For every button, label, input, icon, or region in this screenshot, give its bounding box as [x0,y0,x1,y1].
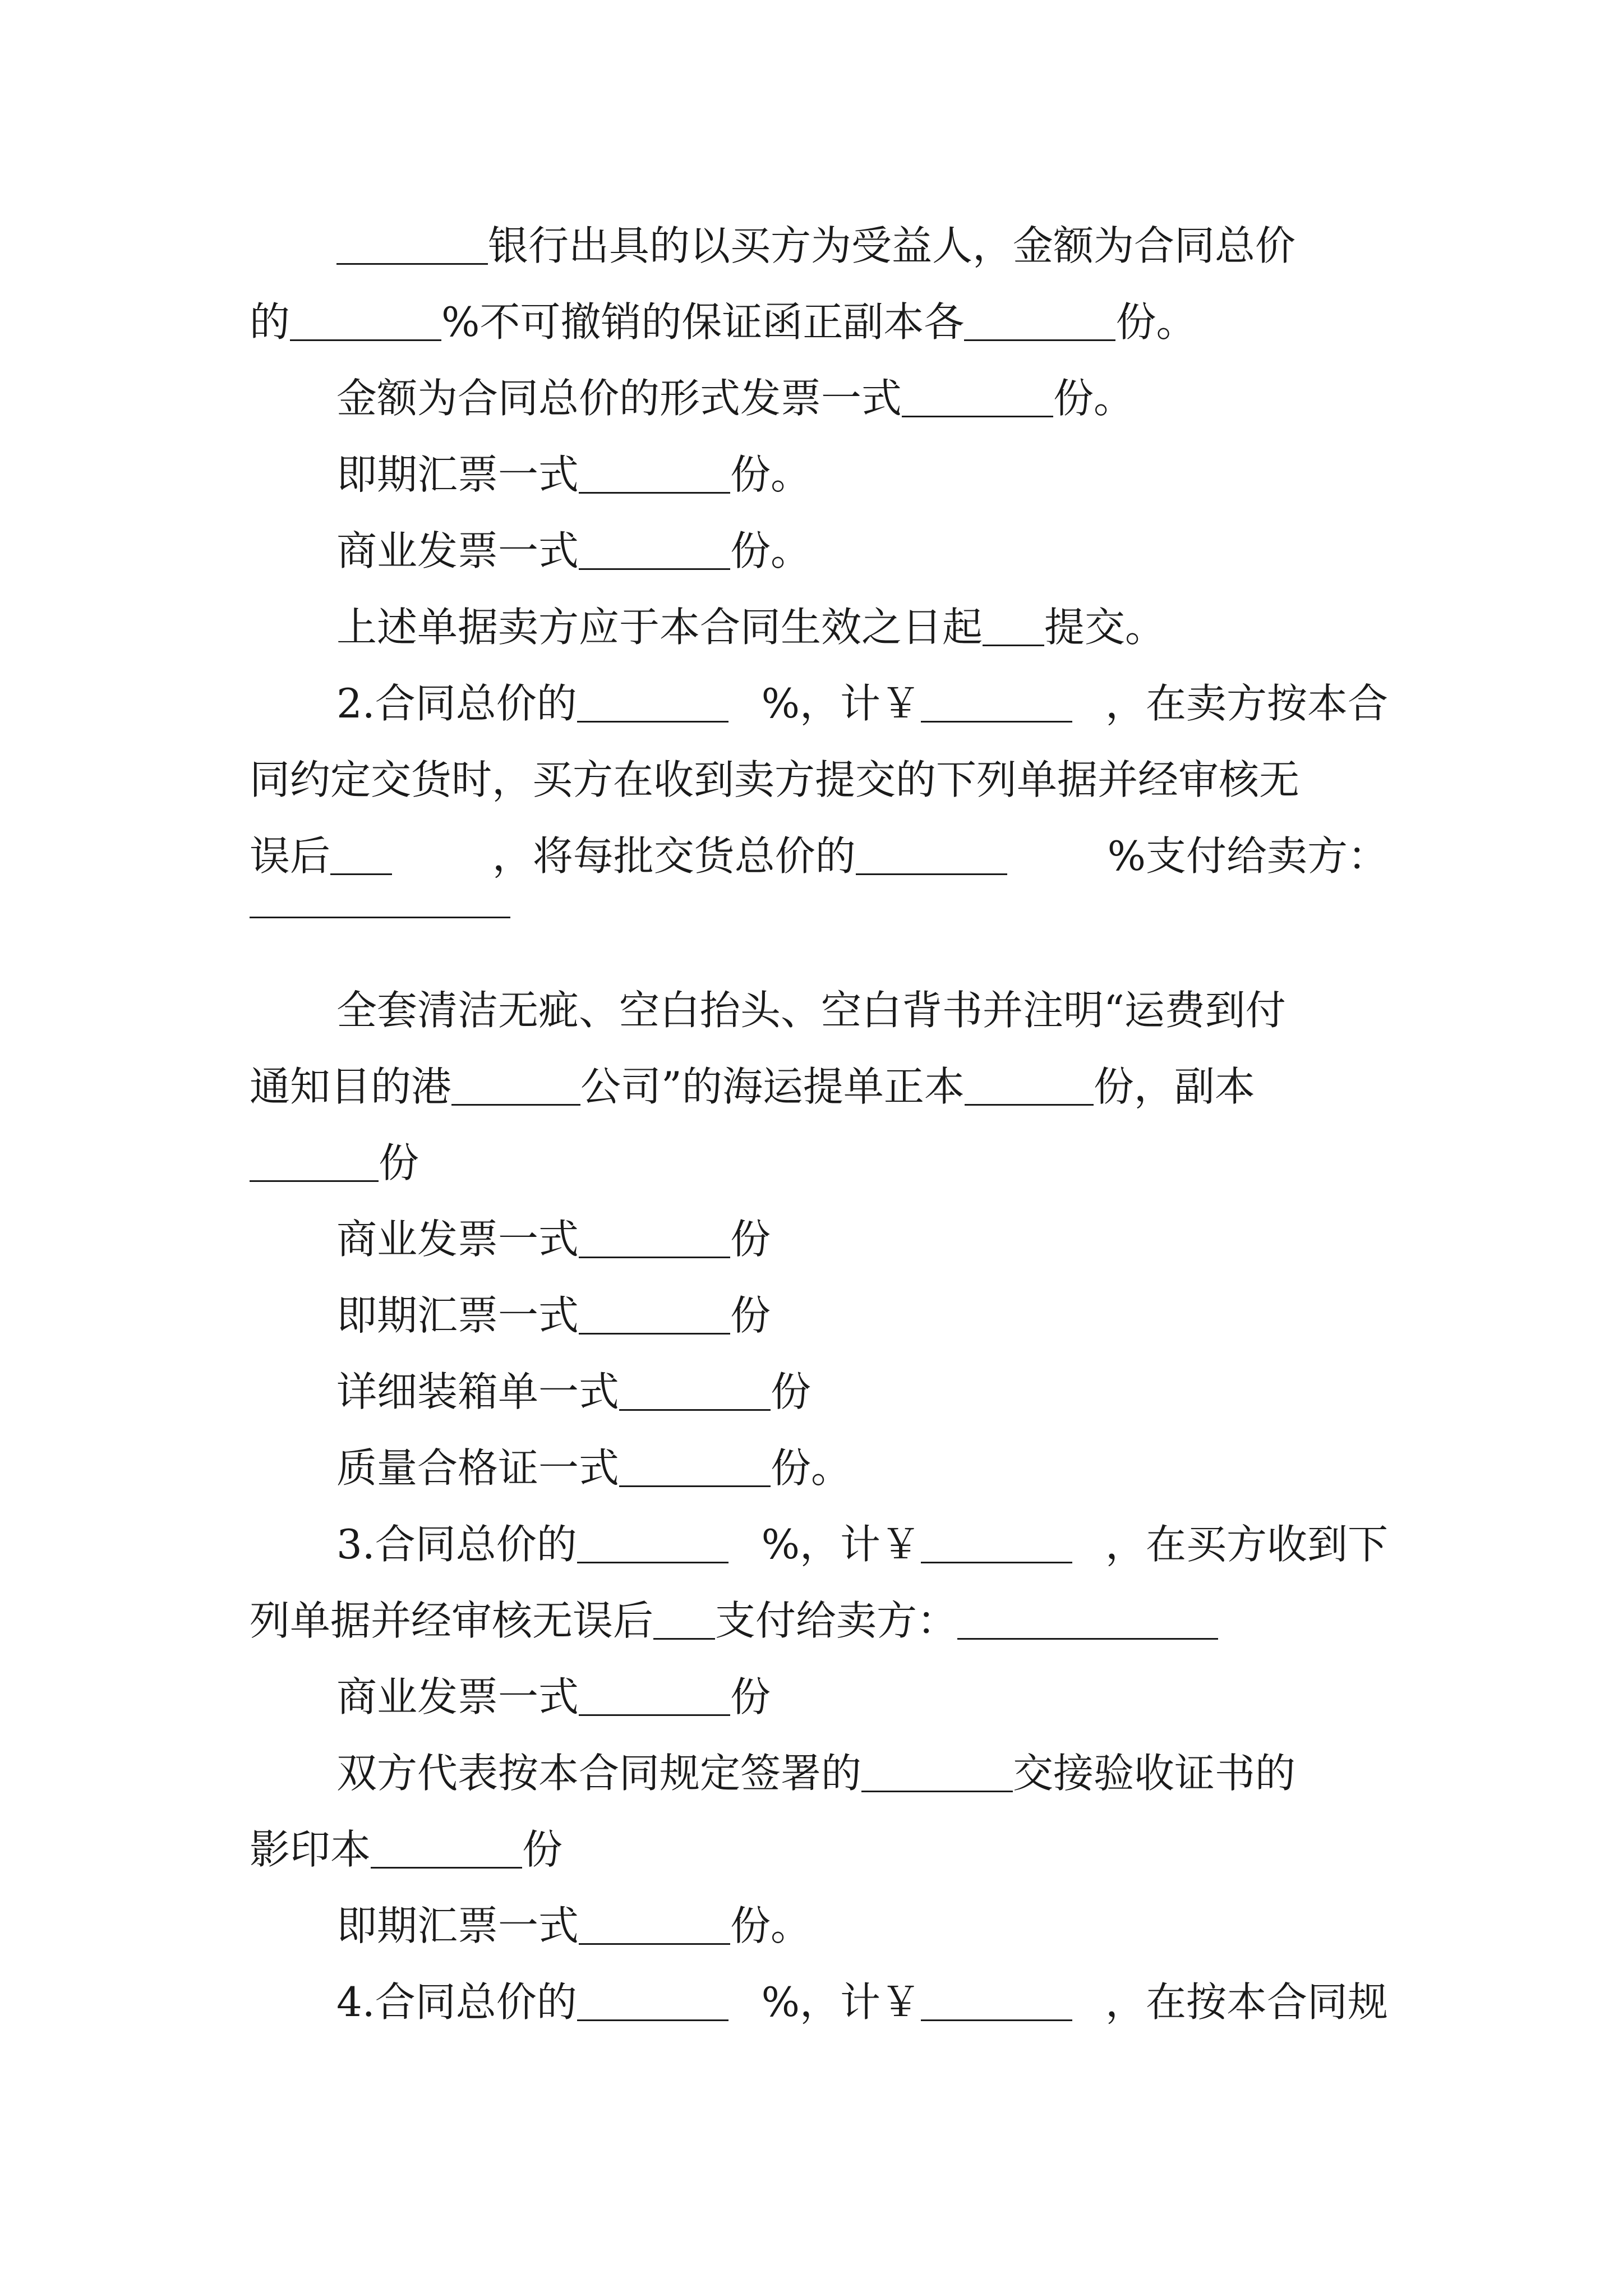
text-segment: 上述单据卖方应于本合同生效之日起 [336,604,983,651]
blank-field [451,1064,580,1106]
document-page [250,208,1388,2040]
text-line [250,818,1388,894]
blank-field [579,528,730,570]
blank-field [619,1445,771,1487]
text-segment: 商业发票一式 [336,1216,579,1263]
blank-field [921,1521,1072,1563]
blank-field [964,299,1115,341]
text-segment: 份 [730,1216,771,1263]
blank-field [577,1521,728,1563]
text-segment: 商业发票一式 [336,1673,579,1720]
text-segment: 份。 [1053,375,1135,422]
blank-field [983,604,1044,646]
text-segment: 即期汇票一式 [336,1902,579,1949]
text-segment: %，计￥ [761,1521,921,1568]
text-segment: 详细装箱单一式 [336,1368,620,1415]
text-line [250,1811,1388,1888]
text-segment: 质量合格证一式 [336,1444,620,1492]
text-line [250,1964,1388,2040]
text-line [250,665,1388,742]
blank-field [577,1979,728,2021]
text-segment: 商业发票一式 [336,527,579,574]
text-segment: 银行出具的以买方为受益人，金额为合同总价 [488,222,1296,269]
blank-field [653,1598,715,1640]
text-segment: 份 [730,1292,771,1339]
text-segment: ，将每批交货总价的 [492,832,856,880]
text-segment: %支付给卖方： [1107,832,1388,880]
blank-field [957,1598,1218,1640]
blank-field [250,1140,379,1182]
text-line [250,1430,1388,1506]
text-segment: 双方代表按本合同规定签署的 [336,1750,862,1797]
text-segment: 份。 [730,527,811,574]
text-line [250,1354,1388,1430]
text-segment: 即期汇票一式 [336,1292,579,1339]
text-line [250,1201,1388,1277]
text-segment: 列单据并经审核无误后 [250,1597,654,1644]
blank-field [290,299,441,341]
text-segment: 全套清洁无疵、空白抬头、空白背书并注明“运费到付 [336,987,1286,1034]
blank-field [856,833,1007,875]
text-segment: 4.合同总价的 [336,1978,577,2026]
text-segment: 2.合同总价的 [336,680,577,727]
text-segment: 份 [379,1139,419,1186]
text-line [250,742,1388,818]
text-segment: 支付给卖方： [715,1597,958,1644]
continuation-rule [250,917,510,918]
text-line [250,1048,1388,1125]
blank-field [579,452,730,494]
text-segment: 份。 [1115,298,1197,346]
blank-field [902,375,1053,417]
text-line [250,360,1388,436]
blank-field [330,833,392,875]
text-line [250,208,1388,284]
text-segment: 份 [771,1368,811,1415]
blank-field [861,1750,1013,1792]
text-segment: 份。 [730,451,811,498]
text-segment: 份。 [771,1444,852,1492]
blank-field [336,223,488,265]
text-segment: %，计￥ [761,680,921,727]
text-line [250,1888,1388,1964]
text-segment: 的 [250,298,291,346]
text-segment: 金额为合同总价的形式发票一式 [336,375,902,422]
blank-field [921,1979,1072,2021]
text-segment: 同约定交货时，买方在收到卖方提交的下列单据并经审核无 [250,756,1300,803]
blank-field [619,1369,771,1411]
text-segment: 份 [730,1673,771,1720]
blank-field [579,1292,730,1335]
text-line [250,589,1388,665]
text-segment: ，在按本合同规 [1105,1978,1388,2026]
text-segment: 份，副本 [1093,1063,1255,1110]
text-line [250,972,1388,1048]
text-segment: 份 [522,1826,563,1873]
text-segment: %，计￥ [761,1978,921,2026]
blank-field [371,1826,522,1869]
text-segment: 交接验收证书的 [1013,1750,1296,1797]
blank-field [579,1216,730,1258]
text-line [250,1277,1388,1354]
text-segment: 通知目的港 [250,1063,452,1110]
blank-field [579,1674,730,1716]
text-segment: 即期汇票一式 [336,451,579,498]
text-line [250,284,1388,360]
text-line [250,1735,1388,1811]
text-segment: %不可撤销的保证函正副本各 [441,298,965,346]
text-segment: 公司”的海运提单正本 [580,1063,965,1110]
text-segment: 影印本 [250,1826,371,1873]
text-line [250,1125,1388,1201]
blank-field [965,1064,1094,1106]
blank-field [577,680,728,723]
blank-field [579,1903,730,1945]
text-line [250,1582,1388,1659]
text-line [250,1659,1388,1735]
text-segment: ，在卖方按本合 [1105,680,1388,727]
blank-field [921,680,1072,723]
text-line [250,513,1388,589]
text-line [250,436,1388,513]
text-segment: 份。 [730,1902,811,1949]
text-line [250,1506,1388,1582]
text-segment: 提交。 [1044,604,1166,651]
text-segment: 3.合同总价的 [336,1521,577,1568]
text-segment: ，在买方收到下 [1105,1521,1388,1568]
text-segment: 误后 [250,832,331,880]
